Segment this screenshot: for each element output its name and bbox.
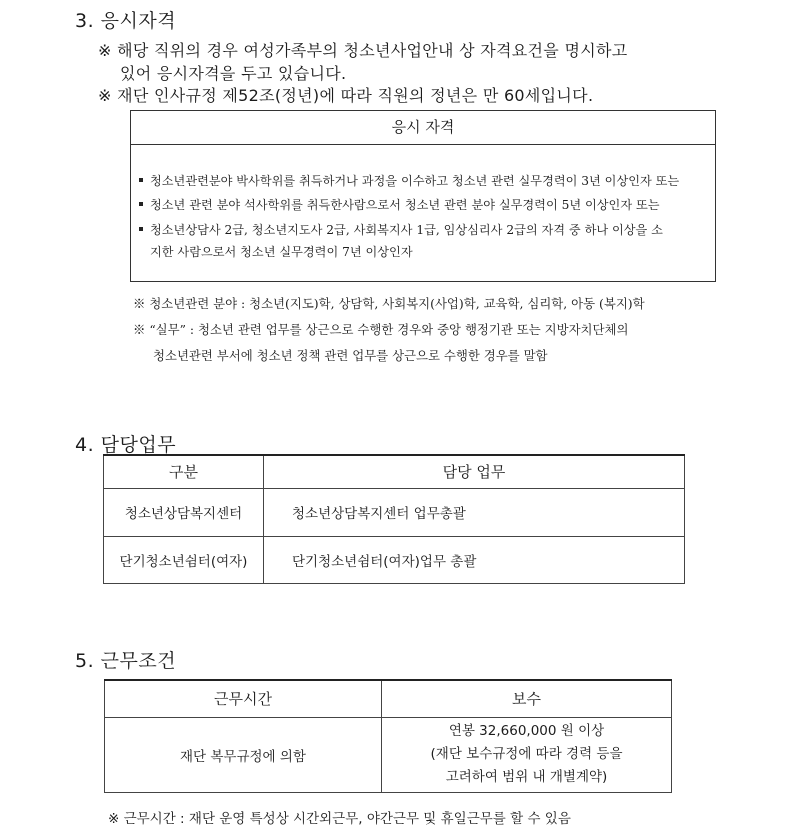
work-hours-cell: 재단 복무규정에 의함 bbox=[105, 717, 382, 792]
qualification-item-continuation: 지한 사람으로서 청소년 실무경력이 7년 이상인자 bbox=[150, 245, 413, 259]
section-4-title: 4. 담당업무 bbox=[75, 434, 177, 456]
duties-duty-cell: 단기청소년쉼터(여자)업무 총괄 bbox=[264, 536, 685, 583]
qualification-box bbox=[130, 110, 716, 282]
bullet-icon bbox=[139, 178, 143, 182]
duties-category-cell: 단기청소년쉼터(여자) bbox=[104, 536, 264, 583]
eligibility-note-1-line-1: ※ 해당 직위의 경우 여성가족부의 청소년사업안내 상 자격요건을 명시하고 bbox=[98, 41, 628, 60]
pay-cell bbox=[382, 717, 672, 792]
work-hours-note: ※ 근무시간 : 재단 운영 특성상 시간외근무, 야간근무 및 휴일근무를 할 수 있음 bbox=[108, 811, 571, 827]
pay-line: 고려하여 범위 내 개별계약) bbox=[445, 769, 608, 785]
bullet-icon bbox=[139, 227, 143, 231]
pay-line: (재단 보수규정에 따라 경력 등을 bbox=[430, 746, 623, 762]
pay-line: 연봉 32,660,000 원 이상 bbox=[448, 723, 605, 739]
qualification-item-text: 청소년 관련 분야 석사학위를 취득한사람으로서 청소년 관련 분야 실무경력이 5년 이상인자 또는 bbox=[150, 198, 660, 212]
qualification-box-title: 응시 자격 bbox=[131, 111, 715, 145]
duties-table-header bbox=[104, 455, 685, 488]
conditions-table-header bbox=[105, 680, 672, 717]
section-5-title: 5. 근무조건 bbox=[75, 650, 177, 672]
eligibility-note-1-line-2: 있어 응시자격을 두고 있습니다. bbox=[120, 64, 347, 83]
retirement-age-note: ※ 재단 인사규정 제52조(정년)에 따라 직원의 정년은 만 60세입니다. bbox=[98, 86, 594, 105]
conditions-header-pay: 보수 bbox=[382, 680, 672, 717]
duties-header-category: 구분 bbox=[104, 455, 264, 488]
bullet-icon bbox=[139, 202, 143, 206]
duties-duty-cell: 청소년상담복지센터 업무총괄 bbox=[264, 488, 685, 536]
conditions-table bbox=[104, 679, 672, 793]
section-3-title: 3. 응시자격 bbox=[75, 10, 177, 32]
duties-header-duty: 담당 업무 bbox=[264, 455, 685, 488]
duties-category-cell: 청소년상담복지센터 bbox=[104, 488, 264, 536]
qualification-item bbox=[139, 172, 679, 190]
practice-definition-note-line-1: ※ “실무” : 청소년 관련 업무를 상근으로 수행한 경우와 중앙 행정기관 또는 지방자치단체의 bbox=[133, 322, 629, 337]
qualification-item-text: 청소년상담사 2급, 청소년지도사 2급, 사회복지사 1급, 임상심리사 2급의 자격 중 하나 이상을 소 bbox=[150, 223, 663, 237]
table-row bbox=[104, 488, 685, 536]
youth-field-note: ※ 청소년관련 분야 : 청소년(지도)학, 상담학, 사회복지(사업)학, 교육학, 심리학, 아동 (복지)학 bbox=[133, 296, 645, 311]
duties-table bbox=[103, 454, 685, 584]
practice-definition-note-line-2: 청소년관련 부서에 청소년 정책 관련 업무를 상근으로 수행한 경우를 말함 bbox=[153, 348, 548, 363]
table-row bbox=[104, 536, 685, 583]
qualification-item bbox=[139, 196, 660, 214]
qualification-item bbox=[139, 221, 663, 239]
table-row bbox=[105, 717, 672, 792]
conditions-header-hours: 근무시간 bbox=[105, 680, 382, 717]
qualification-item-text: 청소년관련분야 박사학위를 취득하거나 과정을 이수하고 청소년 관련 실무경력이 3년 이상인자 또는 bbox=[150, 174, 680, 188]
